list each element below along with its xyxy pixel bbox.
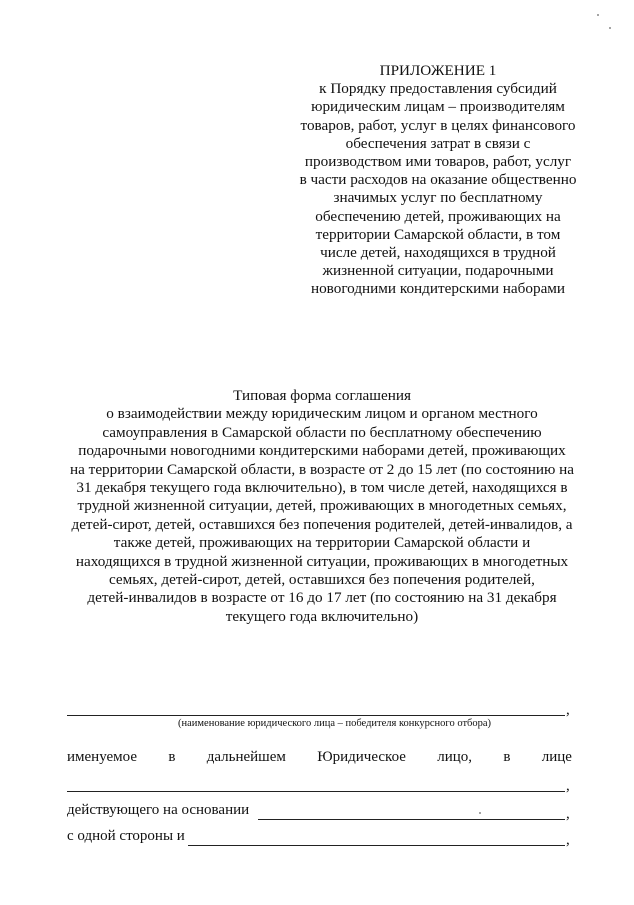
other-party-line[interactable] <box>188 845 565 846</box>
comma: , <box>566 702 570 718</box>
side-label: с одной стороны и <box>67 828 185 844</box>
title-line: 31 декабря текущего года включительно), в том числе детей, находящихся в <box>76 479 568 497</box>
comma: , <box>566 832 570 848</box>
legal-entity-name-line[interactable] <box>67 715 565 716</box>
appendix-line: жизненной ситуации, подарочными <box>322 262 554 280</box>
title-line: самоуправления в Самарской области по бесплатному обеспечению <box>102 423 542 441</box>
title-line: трудной жизненной ситуации, детей, проживающих в многодетных семьях, <box>77 497 567 515</box>
appendix-line: новогодними кондитерскими наборами <box>310 280 566 298</box>
scan-speck <box>479 812 481 814</box>
appendix-block <box>270 62 606 299</box>
appendix-line: производством ими товаров, работ, услуг <box>304 153 572 171</box>
named-as-row <box>67 749 572 766</box>
word: Юридическое <box>317 749 406 765</box>
title-line: на территории Самарской области, в возрасте от 2 до 15 лет (по состоянию на <box>70 460 574 478</box>
appendix-heading: ПРИЛОЖЕНИЕ 1 <box>379 62 497 79</box>
title-line: о взаимодействии между юридическим лицом и органом местного <box>106 405 538 423</box>
word: в <box>503 749 511 765</box>
comma: , <box>566 778 570 794</box>
appendix-line: обеспечению детей, проживающих на <box>315 207 561 225</box>
document-title <box>52 387 592 626</box>
title-line: Типовая форма соглашения <box>233 387 411 404</box>
acting-label: действующего на основании <box>67 802 250 818</box>
comma: , <box>566 806 570 822</box>
appendix-line: юридическим лицам – производителям <box>311 98 565 116</box>
title-line: детей-инвалидов в возрасте от 16 до 17 лет (по состоянию на 31 декабря <box>87 589 557 607</box>
word: именуемое <box>67 749 137 765</box>
word: в <box>168 749 176 765</box>
appendix-line: товаров, работ, услуг в целях финансового <box>300 116 576 134</box>
appendix-line: к Порядку предоставления субсидий <box>319 80 557 98</box>
title-line: детей-сирот, детей, оставшихся без попечения родителей, детей-инвалидов, а <box>71 515 573 533</box>
title-line: текущего года включительно) <box>225 607 419 625</box>
representative-line[interactable] <box>67 791 565 792</box>
title-line: также детей, проживающих на территории Самарской области и <box>113 534 531 552</box>
appendix-line: обеспечения затрат в связи с <box>345 134 531 152</box>
appendix-line: в части расходов на оказание общественно <box>299 171 577 189</box>
title-line: подарочными новогодними кондитерскими наборами детей, проживающих <box>78 442 566 460</box>
title-line: семьях, детей-сирот, детей, оставшихся без попечения родителей, <box>109 571 535 589</box>
word: лице <box>541 749 572 765</box>
title-line: находящихся в трудной жизненной ситуации, проживающих в многодетных <box>75 552 569 570</box>
basis-line[interactable] <box>258 819 565 820</box>
appendix-line: территории Самарской области, в том <box>315 225 561 243</box>
scan-speck <box>609 27 611 29</box>
word: дальнейшем <box>206 749 286 765</box>
scan-speck <box>597 14 599 16</box>
appendix-line: числе детей, находящихся в трудной <box>320 244 556 262</box>
legal-entity-caption: (наименование юридического лица – победителя конкурсного отбора) <box>178 718 492 729</box>
word: лицо, <box>437 749 473 765</box>
appendix-line: значимых услуг по бесплатному <box>333 189 543 207</box>
